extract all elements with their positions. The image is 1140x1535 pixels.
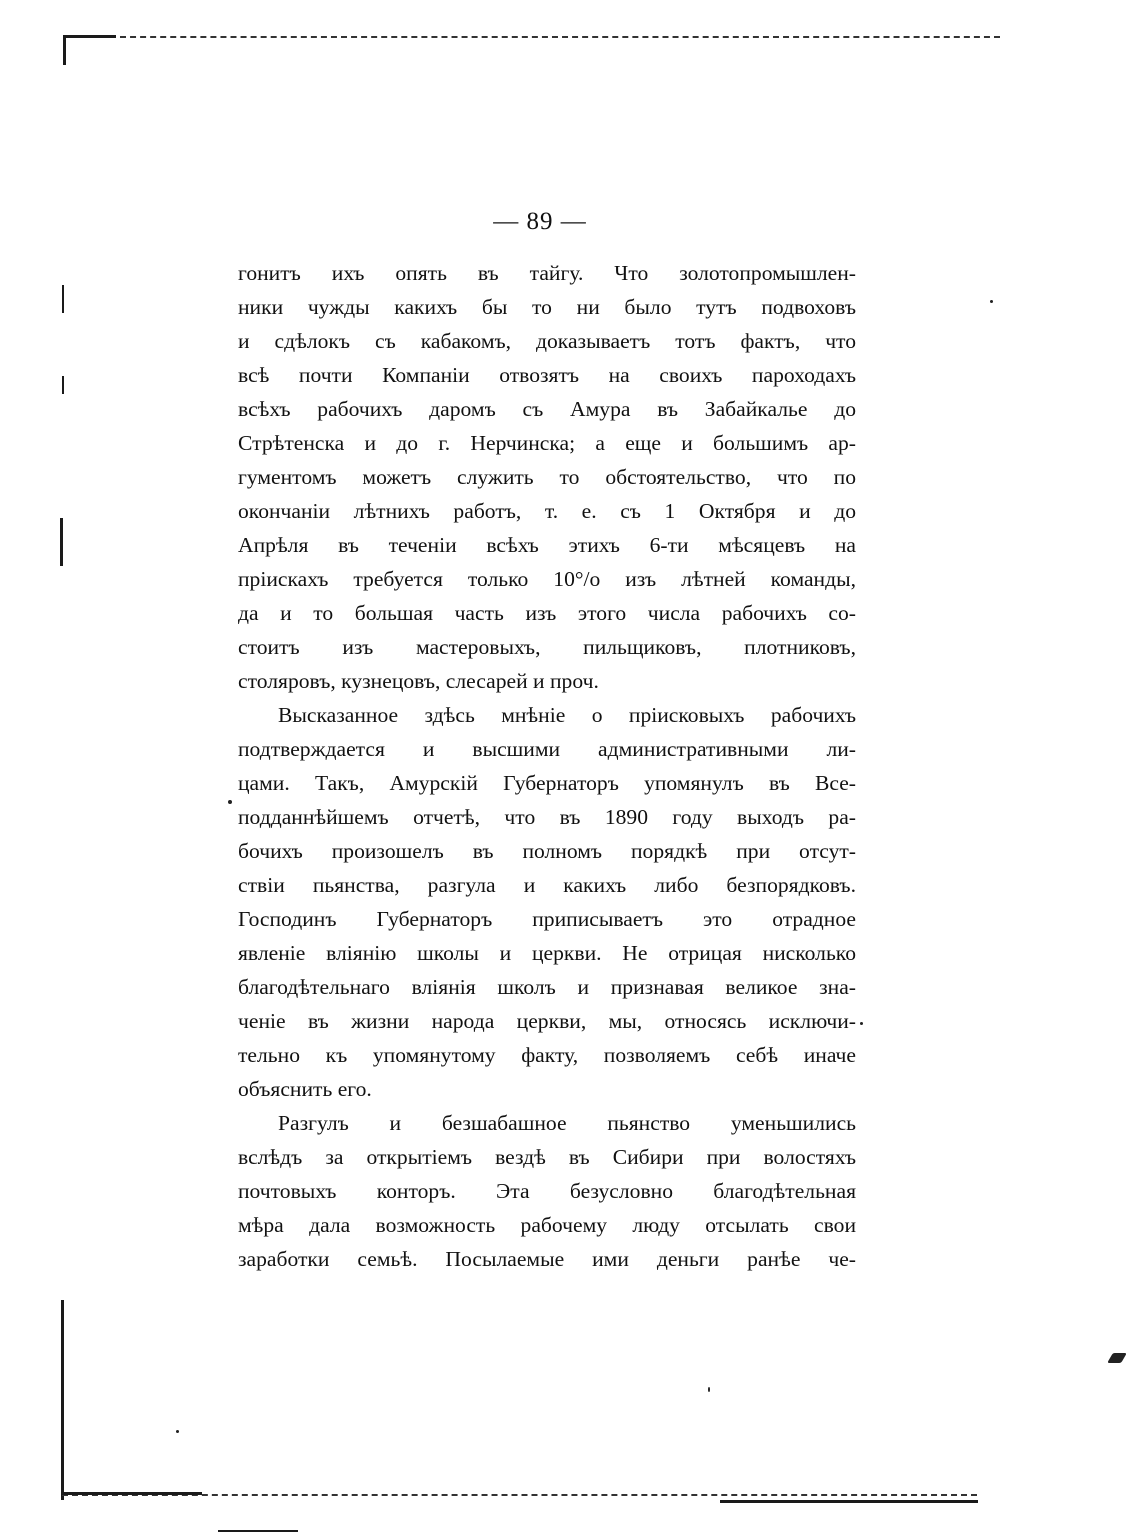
- scan-speck: [860, 1022, 863, 1025]
- text-line: Господинъ Губернаторъ приписываетъ это отрадное: [238, 907, 856, 931]
- text-line: Апрѣля въ теченіи всѣхъ этихъ 6-ти мѣсяцевъ на: [238, 533, 856, 557]
- text-line: пріискахъ требуется только 10°/о изъ лѣтней команды,: [238, 567, 856, 591]
- text-line: подтверждается и высшими административными ли-: [238, 737, 856, 761]
- text-line: подданнѣйшемъ отчетѣ, что въ 1890 году выходъ ра-: [238, 805, 856, 829]
- text-line: стоитъ изъ мастеровыхъ, пильщиковъ, плотниковъ,: [238, 635, 856, 659]
- text-line: гонитъ ихъ опять въ тайгу. Что золотопромышлен-: [238, 261, 856, 285]
- text-line: благодѣтельнаго вліянія школъ и признавая великое зна-: [238, 975, 856, 999]
- text-line: заработки семьѣ. Посылаемые ими деньги ранѣе че-: [238, 1247, 856, 1271]
- text-line: ствіи пьянства, разгула и какихъ либо безпорядковъ.: [238, 873, 856, 897]
- frame-top-left-corner-h: [64, 35, 116, 38]
- text-line: тельно къ упомянутому факту, позволяемъ себѣ иначе: [238, 1043, 856, 1067]
- scan-speck: [708, 1387, 710, 1392]
- left-margin-mark-3: [60, 518, 63, 566]
- text-line: ченіе въ жизни народа церкви, мы, относясь исключи-: [238, 1009, 856, 1033]
- text-line: да и то большая часть изъ этого числа рабочихъ со-: [238, 601, 856, 625]
- frame-bottom-edge-line: [218, 1530, 298, 1532]
- body-text: [238, 256, 856, 1276]
- text-line: и сдѣлокъ съ кабакомъ, доказываетъ тотъ фактъ, что: [238, 329, 856, 353]
- frame-left-vertical: [61, 1300, 64, 1500]
- scan-speck: [228, 800, 232, 804]
- text-line: столяровъ, кузнецовъ, слесарей и проч.: [238, 669, 599, 693]
- text-line: Разгулъ и безшабашное пьянство уменьшились: [278, 1111, 856, 1135]
- frame-bottom-solid-left: [62, 1492, 202, 1495]
- frame-bottom-solid-right: [720, 1500, 978, 1503]
- left-margin-mark-1: [62, 285, 64, 313]
- scan-speck: [1107, 1353, 1127, 1363]
- scan-speck: [990, 300, 993, 303]
- left-margin-mark-2: [62, 376, 64, 394]
- text-line: бочихъ произошелъ въ полномъ порядкѣ при отсут-: [238, 839, 856, 863]
- frame-top-dashed-line: [120, 36, 1000, 38]
- text-line: цами. Такъ, Амурскій Губернаторъ упомянулъ въ Все-: [238, 771, 856, 795]
- text-line: Стрѣтенска и до г. Нерчинска; а еще и большимъ ар-: [238, 431, 856, 455]
- text-line: ники чужды какихъ бы то ни было тутъ подвоховъ: [238, 295, 856, 319]
- page-number: — 89 —: [493, 208, 587, 235]
- text-line: явленіе вліянію школы и церкви. Не отрицая нисколько: [238, 941, 856, 965]
- frame-top-left-corner-v: [63, 35, 66, 65]
- scan-speck: [176, 1430, 179, 1433]
- text-line: всѣ почти Компаніи отвозятъ на своихъ пароходахъ: [238, 363, 856, 387]
- text-line: вслѣдъ за открытіемъ вездѣ въ Сибири при волостяхъ: [238, 1145, 856, 1169]
- text-line: окончаніи лѣтнихъ работъ, т. е. съ 1 Октября и до: [238, 499, 856, 523]
- text-line: Высказанное здѣсь мнѣніе о пріисковыхъ рабочихъ: [278, 703, 856, 727]
- text-line: мѣра дала возможность рабочему люду отсылать свои: [238, 1213, 856, 1237]
- text-line: гументомъ можетъ служить то обстоятельство, что по: [238, 465, 856, 489]
- text-line: почтовыхъ конторъ. Эта безусловно благодѣтельная: [238, 1179, 856, 1203]
- text-line: всѣхъ рабочихъ даромъ съ Амура въ Забайкалье до: [238, 397, 856, 421]
- text-line: объяснить его.: [238, 1077, 372, 1101]
